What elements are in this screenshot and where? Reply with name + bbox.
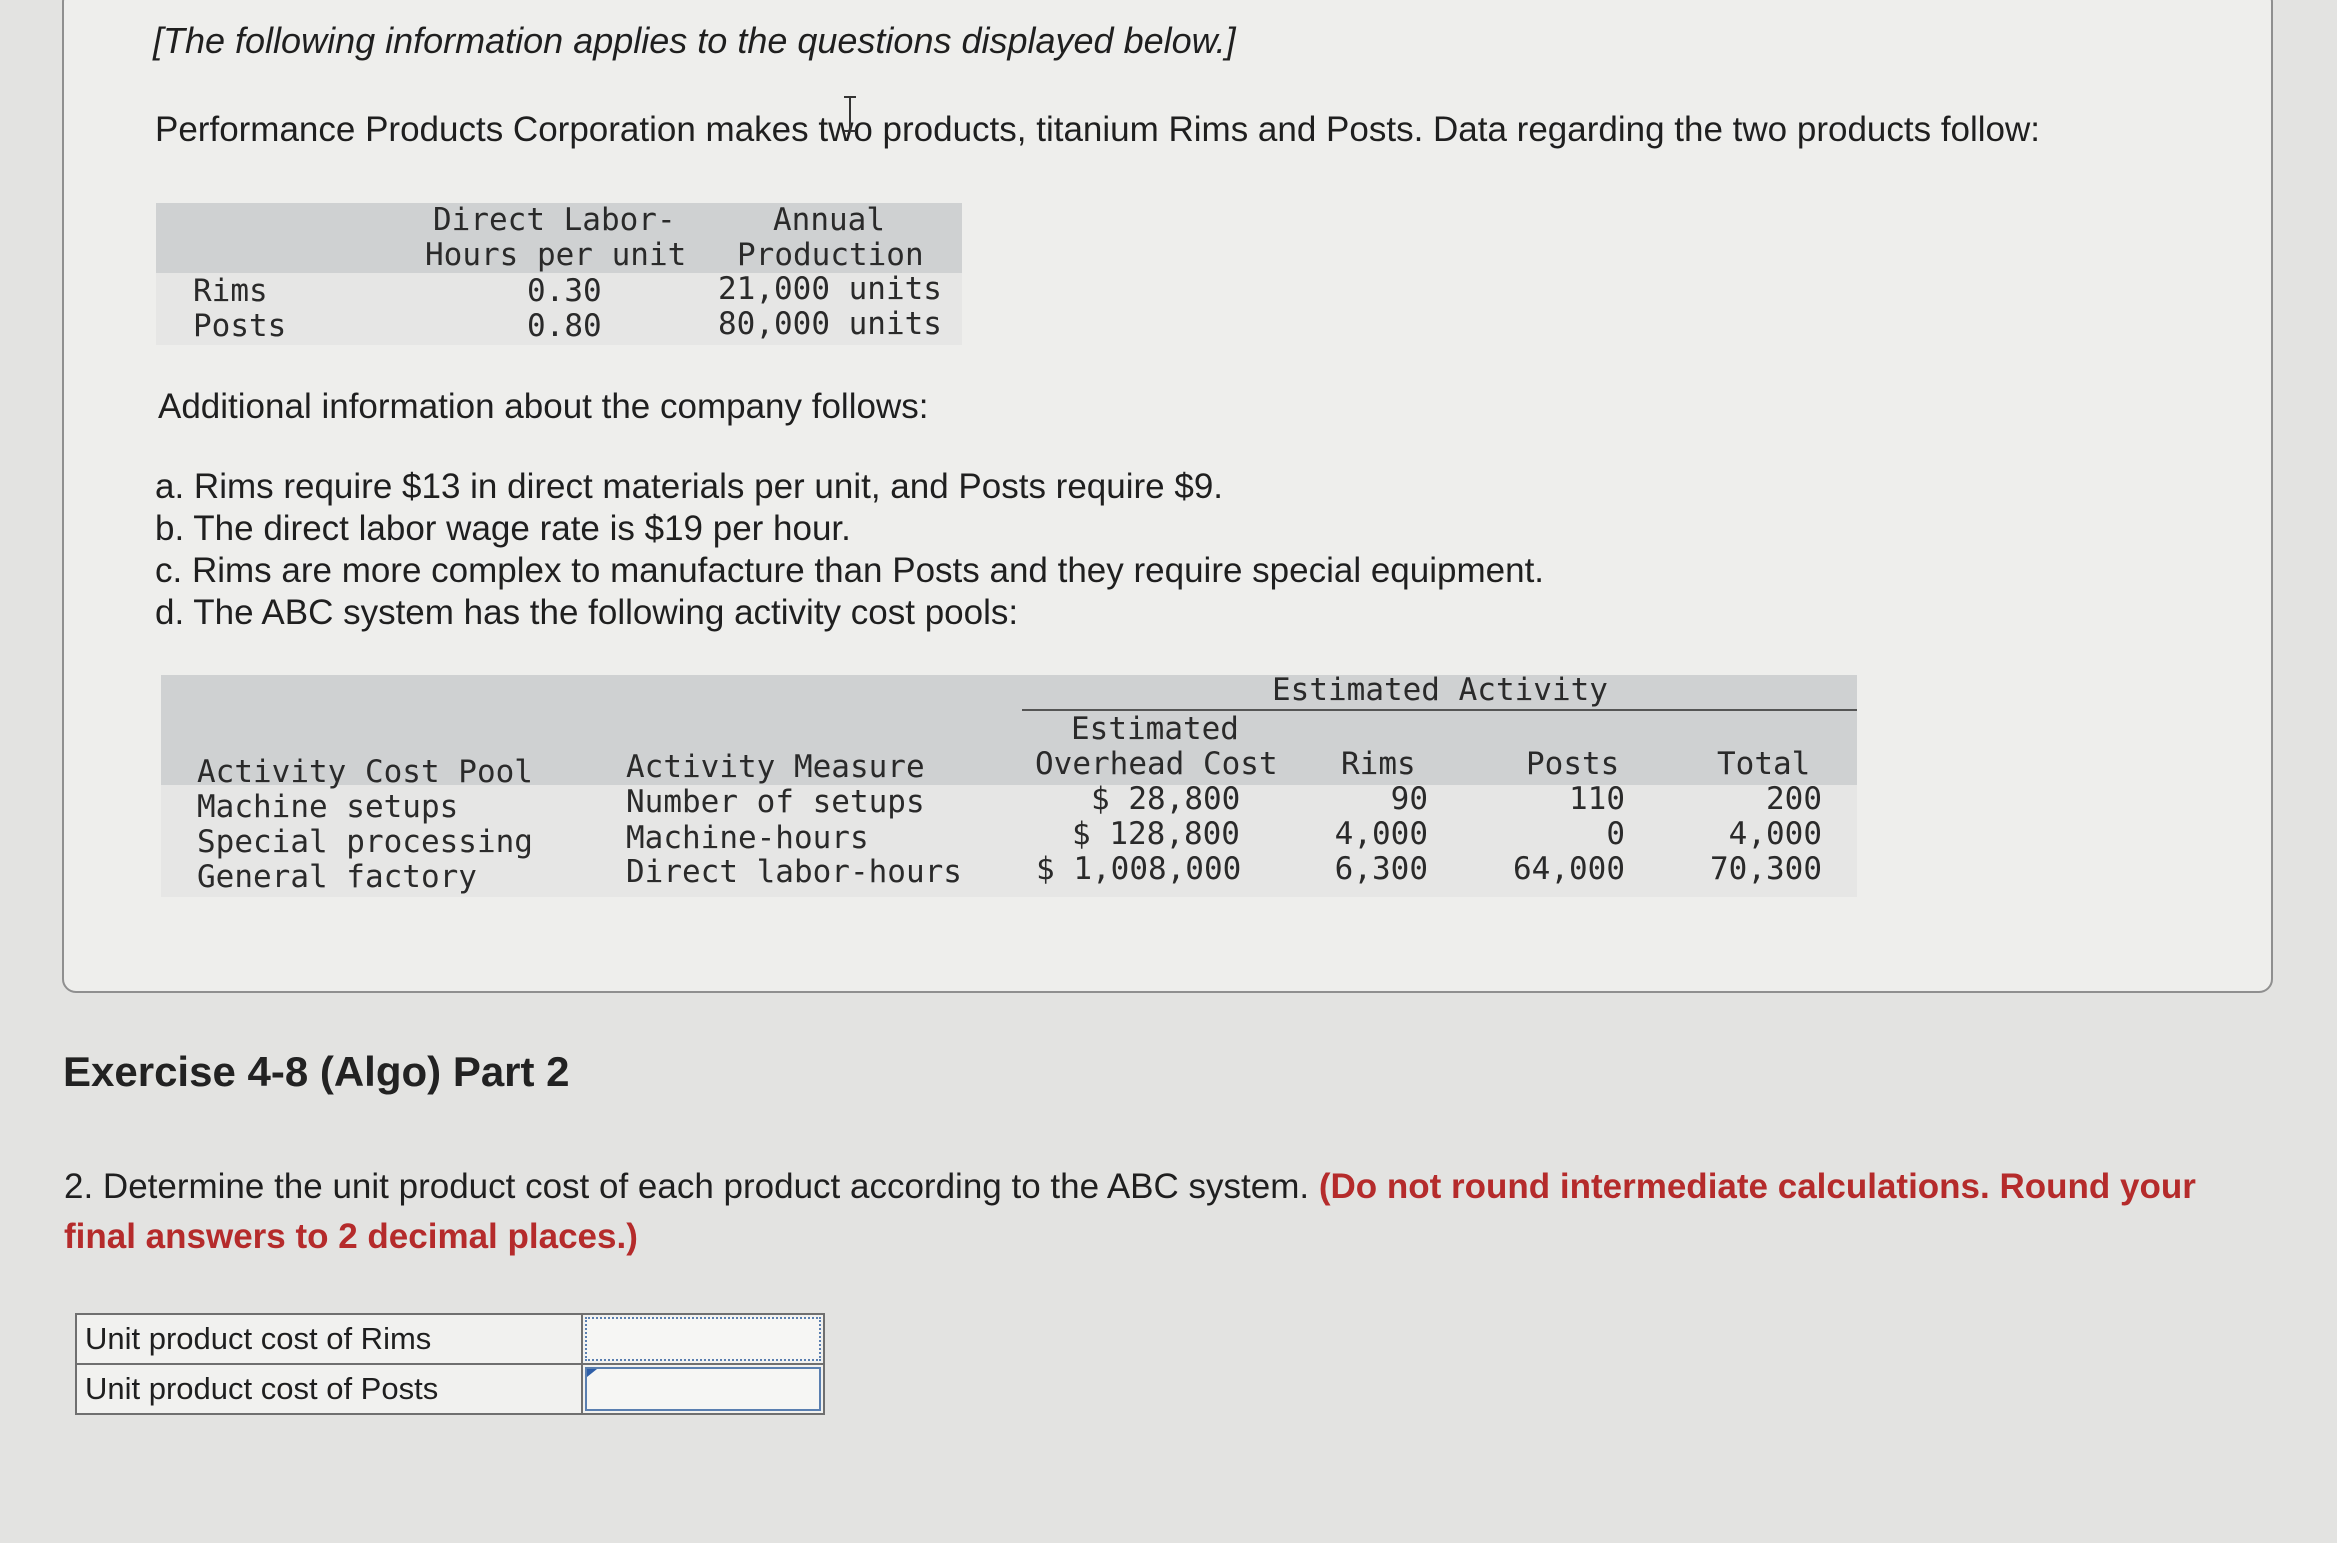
row-cost: $ 128,800 [1072, 816, 1240, 852]
additional-list [155, 466, 1544, 634]
row-rims: 90 [1390, 781, 1428, 817]
header-annual-line2: Production [737, 237, 924, 273]
text-cursor-icon [843, 96, 857, 132]
row-rims: 4,000 [1334, 816, 1428, 852]
header-estimated-line1: Estimated [1071, 711, 1239, 747]
row-pool: Special processing [197, 824, 533, 860]
header-rims: Rims [1341, 746, 1416, 782]
question-text [64, 1162, 2264, 1262]
unit-cost-rims-input[interactable] [585, 1317, 821, 1361]
header-direct-labor-line1: Direct Labor- [433, 202, 676, 238]
row-pool: General factory [197, 859, 477, 895]
question-plain: 2. Determine the unit product cost of each product according to the ABC system. [64, 1167, 1310, 1206]
row-total: 200 [1766, 781, 1822, 817]
header-activity-measure: Activity Measure [626, 749, 925, 785]
row-hours: 0.30 [527, 273, 602, 309]
row-posts: 64,000 [1513, 851, 1625, 887]
answer-table [75, 1313, 825, 1415]
question-instructions: (Do not round intermediate calculations. Round your final answers to 2 decimal places.) [64, 1167, 2196, 1256]
table-row [76, 1364, 824, 1414]
row-cost: $ 28,800 [1091, 781, 1241, 817]
header-activity-cost-pool: Activity Cost Pool [197, 754, 533, 790]
answer-label-rims: Unit product cost of Rims [76, 1314, 582, 1364]
exercise-title: Exercise 4-8 (Algo) Part 2 [63, 1048, 570, 1095]
list-item: c. Rims are more complex to manufacture than Posts and they require special equipment. [155, 551, 1545, 590]
row-name: Rims [193, 273, 268, 309]
header-direct-labor-line2: Hours per unit [425, 237, 687, 273]
additional-heading: Additional information about the company follows: [158, 387, 929, 426]
row-production: 80,000 units [718, 306, 942, 342]
answer-label-posts: Unit product cost of Posts [76, 1364, 582, 1414]
header-annual-line1: Annual [773, 202, 885, 238]
row-cost: $ 1,008,000 [1036, 851, 1242, 887]
header-posts: Posts [1526, 746, 1620, 782]
table-row [76, 1314, 824, 1364]
row-name: Posts [193, 308, 287, 344]
input-flag-icon [587, 1369, 597, 1377]
row-hours: 0.80 [527, 308, 602, 344]
header-total: Total [1717, 746, 1811, 782]
row-posts: 110 [1569, 781, 1625, 817]
row-measure: Number of setups [626, 784, 925, 820]
intro-text: Performance Products Corporation makes two products, titanium Rims and Posts. Data regarding the two products follow: [155, 110, 2041, 149]
row-total: 70,300 [1710, 851, 1822, 887]
row-production: 21,000 units [718, 271, 942, 307]
row-rims: 6,300 [1334, 851, 1428, 887]
intro-note: [The following information applies to the questions displayed below.] [153, 20, 1236, 61]
unit-cost-posts-input[interactable] [585, 1367, 821, 1411]
row-measure: Machine-hours [626, 820, 869, 856]
estimated-activity-header: Estimated Activity [1272, 672, 1608, 708]
row-measure: Direct labor-hours [626, 854, 962, 890]
row-pool: Machine setups [197, 789, 459, 825]
header-estimated-line2: Overhead Cost [1035, 746, 1278, 782]
list-item: a. Rims require $13 in direct materials per unit, and Posts require $9. [155, 467, 1224, 506]
list-item: b. The direct labor wage rate is $19 per hour. [155, 509, 851, 548]
row-posts: 0 [1606, 816, 1625, 852]
row-total: 4,000 [1728, 816, 1822, 852]
list-item: d. The ABC system has the following activity cost pools: [155, 593, 1019, 632]
